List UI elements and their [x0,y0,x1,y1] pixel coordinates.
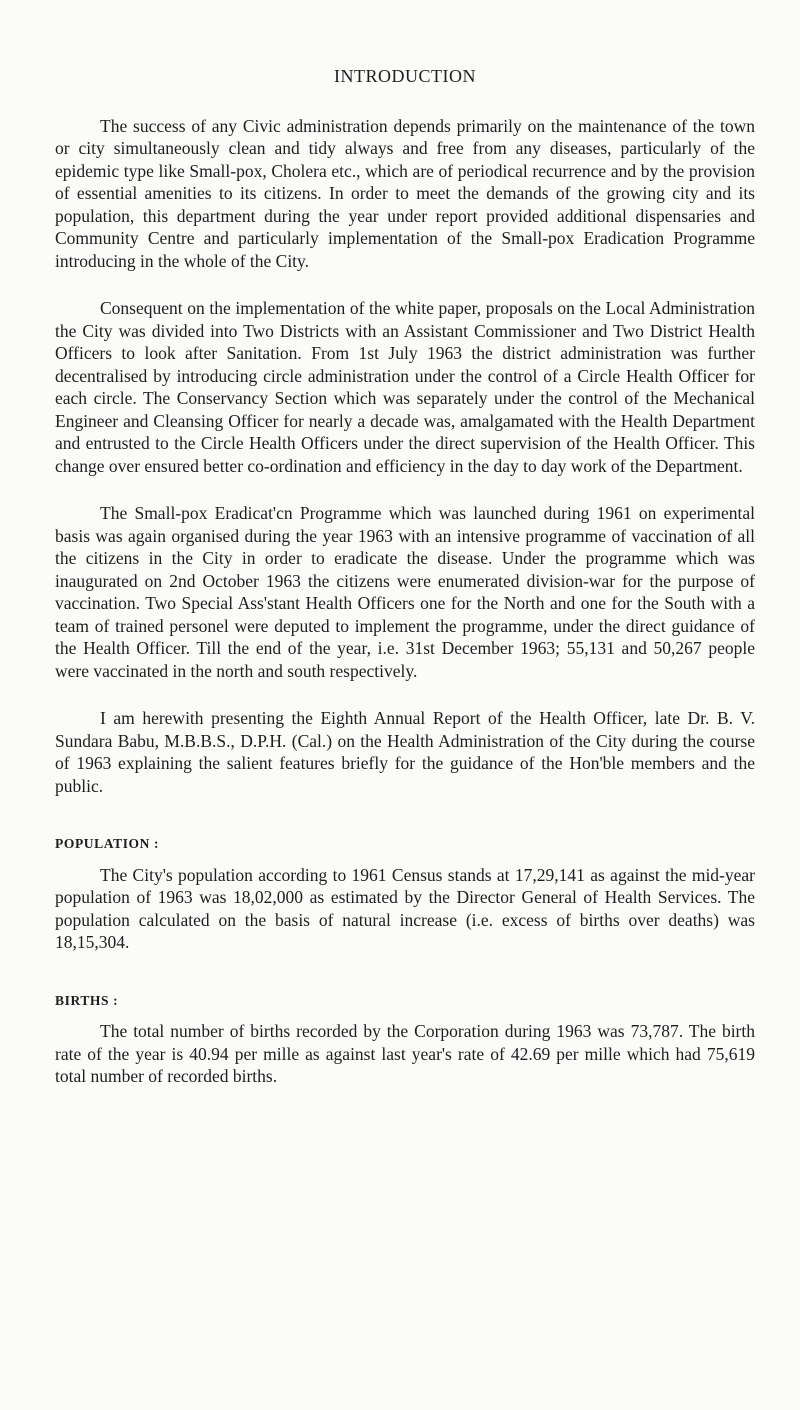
section-heading-births: BIRTHS : [55,992,119,1008]
paragraph-smallpox: The Small-pox Eradicat'cn Programme which was launched during 1961 on experimental basis was again organised during the year 1963 with an intensive programme of vaccination of all the citizens in the City in order to eradicate the disease. Under the programme which was inaugurated on 2nd October 1963 the citizens were enumerated division-war for the purpose of vaccination. Two Special Ass'stant Health Officers one for the North and one for the South with a team of trained personel were deputed to implement the programme, under the direct guidance of the Health Officer. Till the end of the year, i.e. 31st December 1963; 55,131 and 50,267 people were vaccinated in the north and south respectively. [55,503,755,681]
document-body [55,65,755,1096]
section-heading-population: POPULATION : [55,836,160,851]
document-title: INTRODUCTION [334,66,476,86]
section-text-births: The total number of births recorded by the Corporation during 1963 was 73,787. The birth rate of the year is 40.94 per mille as against last year's rate of 42.69 per mille which had 75,619 total number of recorded births. [55,1021,755,1086]
paragraph-intro: The success of any Civic administration depends primarily on the maintenance of the town or city simultaneously clean and tidy always and free from any diseases, particularly of the epidemic type like Small-pox, Cholera etc., which are of periodical recurrence and by the provision of essential amenities to its citizens. In order to meet the demands of the growing city and its population, this department during the year under report provided additional dispensaries and Community Centre and particularly implementation of the Small-pox Eradication Programme introducing in the whole of the City. [55,115,755,271]
section-text-population: The City's population according to 1961 Census stands at 17,29,141 as against the mid-year population of 1963 was 18,02,000 as estimated by the Director General of Health Services. The population calculated on the basis of natural increase (i.e. excess of births over deaths) was 18,15,304. [55,864,755,952]
paragraph-report: I am herewith presenting the Eighth Annual Report of the Health Officer, late Dr. B. V. Sundara Babu, M.B.B.S., D.P.H. (Cal.) on the Health Administration of the City during the course of 1963 explaining the salient features briefly for the guidance of the Hon'ble members and the public. [55,708,755,796]
paragraph-administration: Consequent on the implementation of the white paper, proposals on the Local Administration the City was divided into Two Districts with an Assistant Commissioner and Two District Health Officers to look after Sanitation. From 1st July 1963 the district administration was further decentralised by introducing circle administration under the control of a Circle Health Officer for each circle. The Conservancy Section which was separately under the control of the Mechanical Engineer and Cleansing Officer for nearly a decade was, amalgamated with the Health Department and entrusted to the Circle Health Officers under the direct supervision of the Health Officer. This change over ensured better co-ordination and efficiency in the day to day work of the Department. [55,298,755,476]
